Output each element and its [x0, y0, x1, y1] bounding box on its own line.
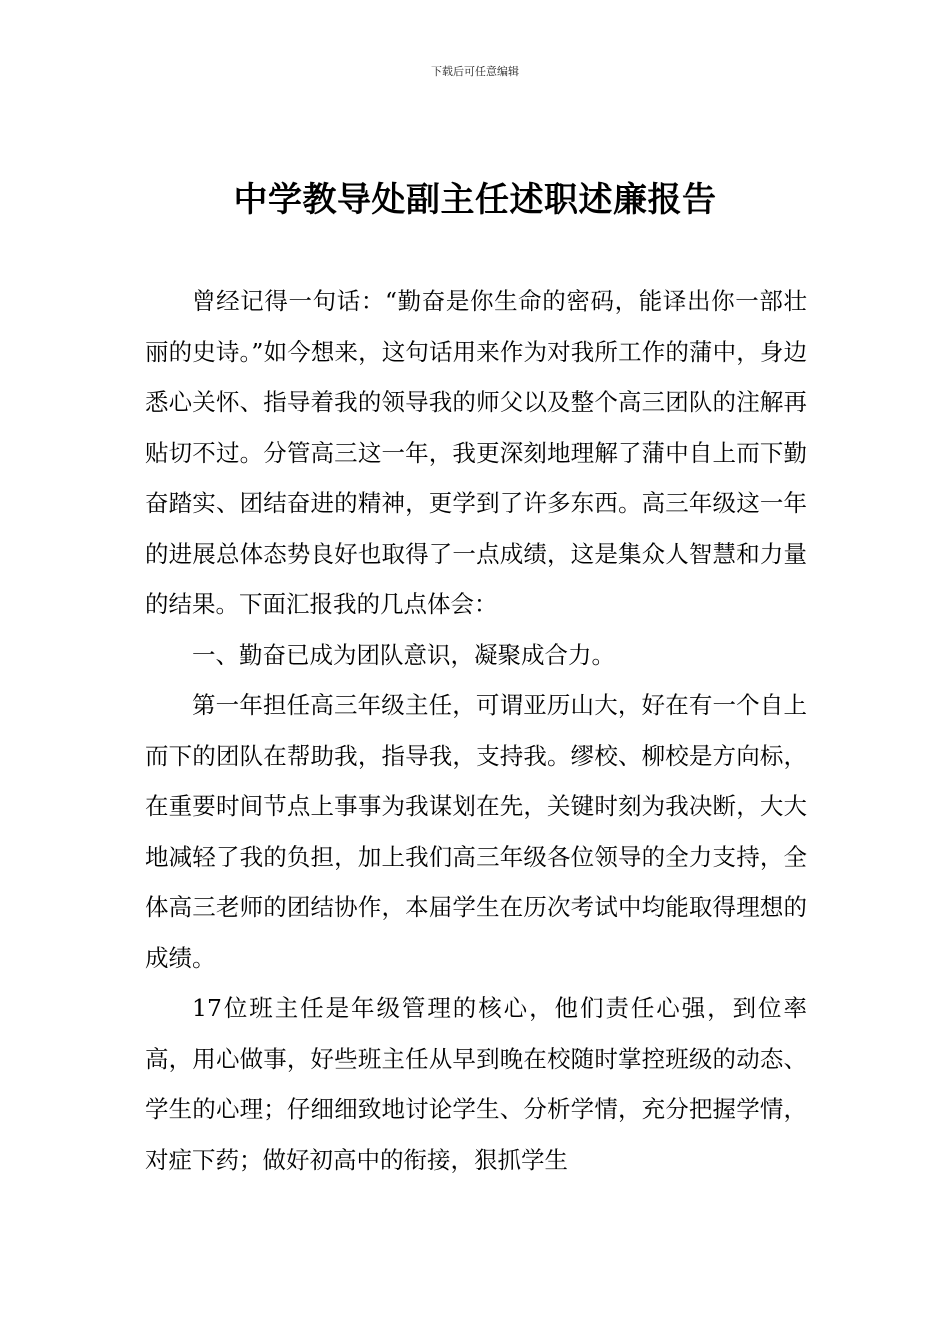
page-header-note: 下载后可任意编辑 — [431, 65, 519, 78]
section-heading: 一、勤奋已成为团队意识，凝聚成合力。 — [192, 640, 615, 669]
document-body — [145, 276, 807, 1185]
body-paragraph: 第一年担任高三年级主任，可谓亚历山大，好在有一个自上而下的团队在帮助我，指导我，支持我。缪校、柳校是方向标，在重要时间节点上事事为我谋划在先，关键时刻为我决断，大大地减轻了我的负担，加上我们高三年级各位领导的全力支持，全体高三老师的团结协作，本届学生在历次考试中均能取得理想的成绩。 — [145, 691, 807, 972]
body-paragraph: 17位班主任是年级管理的核心，他们责任心强，到位率高，用心做事，好些班主任从早到晚在校随时掌控班级的动态、学生的心理；仔细细致地讨论学生、分析学情，充分把握学情，对症下药；做好初高中的衔接，狠抓学生 — [145, 994, 807, 1174]
document-title: 中学教导处副主任述职述廉报告 — [233, 180, 717, 220]
body-paragraph: 曾经记得一句话：“勤奋是你生命的密码，能译出你一部壮丽的史诗。”如今想来，这句话用来作为对我所工作的蒲中，身边悉心关怀、指导着我的领导我的师父以及整个高三团队的注解再贴切不过。分管高三这一年，我更深刻地理解了蒲中自上而下勤奋踏实、团结奋进的精神，更学到了许多东西。高三年级这一年的进展总体态势良好也取得了一点成绩，这是集众人智慧和力量的结果。下面汇报我的几点体会： — [145, 287, 807, 618]
